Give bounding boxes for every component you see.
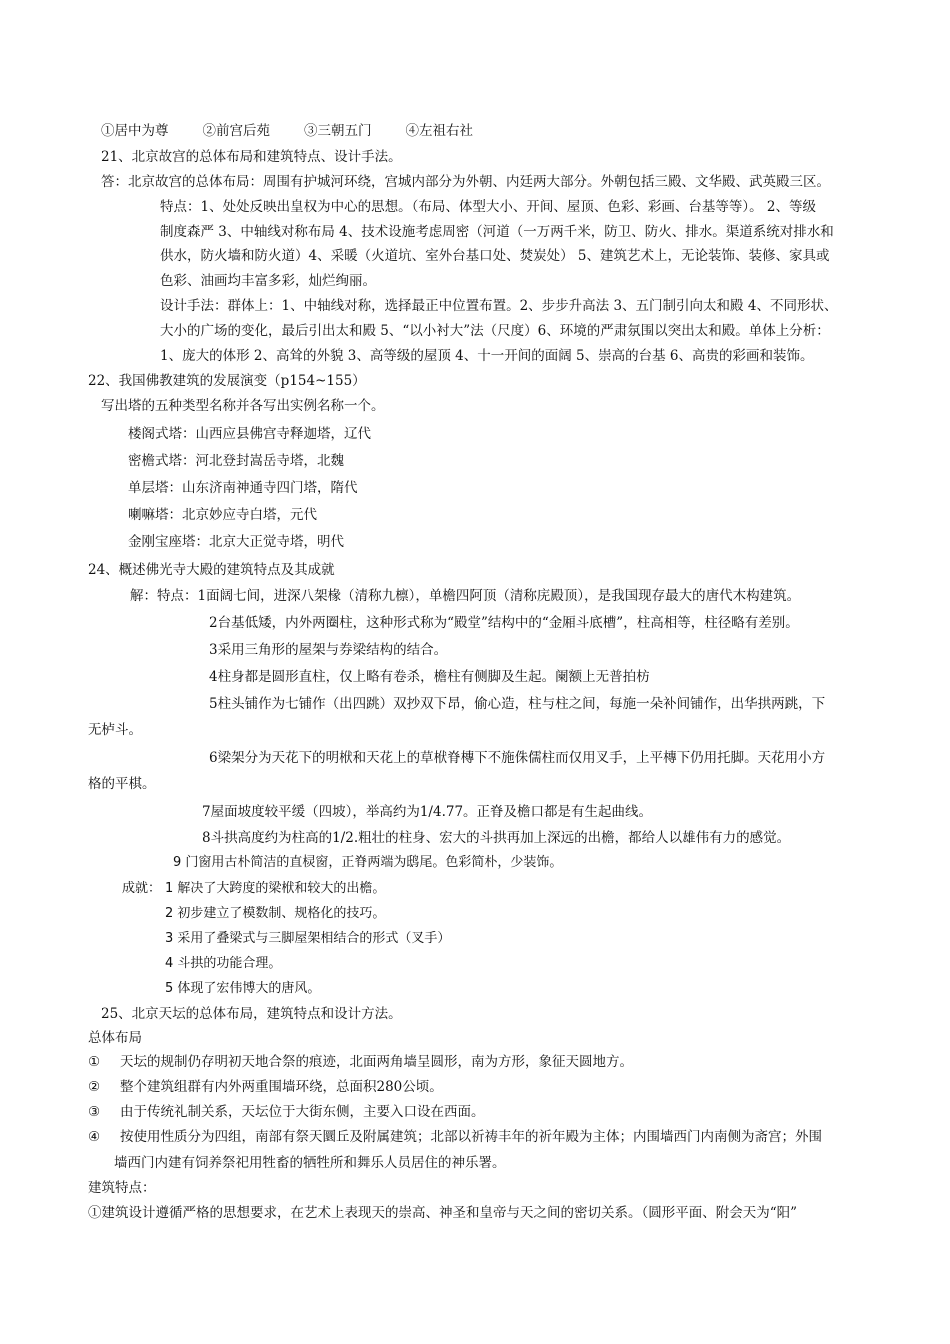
- q21-feature-line: 制度森严 3、中轴线对称布局 4、技术设施考虑周密（河道（一万两千米，防卫、防火、排水。渠道系统对排水和: [160, 224, 834, 240]
- q24-point: 8斗拱高度约为柱高的1/2.粗壮的柱身、宏大的斗拱再加上深远的出檐，都给人以雄伟有力的感觉。: [202, 830, 791, 846]
- q24-point-cont: 无栌斗。: [88, 722, 142, 738]
- q24-lead: 解：特点：1面阔七间，进深八架椽（清称九檩），单檐四阿顶（清称庑殿顶），是我国现存最大的唐代木构建筑。: [130, 588, 801, 604]
- layout-item: [88, 1102, 485, 1122]
- q21-answer: 答：北京故宫的总体布局：周围有护城河环绕，宫城内部分为外朝、内廷两大部分。外朝包括三殿、文华殿、武英殿三区。: [101, 174, 830, 190]
- tower-item: 楼阁式塔：山西应县佛宫寺释迦塔，辽代: [128, 426, 371, 442]
- q21-feature-line: 特点：1、处处反映出皇权为中心的思想。（布局、体型大小、开间、屋顶、色彩、彩画、台基等等）。 2、等级: [160, 199, 816, 215]
- item-marker: ②: [88, 1079, 101, 1095]
- q24-point: 3采用三角形的屋架与券梁结构的结合。: [209, 642, 448, 658]
- features-first: ①建筑设计遵循严格的思想要求，在艺术上表现天的崇高、神圣和皇帝与天之间的密切关系。（圆形平面、附会天为“阳”: [88, 1205, 798, 1221]
- q24-point: 5柱头铺作为七铺作（出四跳）双抄双下昂，偷心造，柱与柱之间，每施一朵补间铺作，出华拱两跳，下: [209, 696, 826, 712]
- item-text: 按使用性质分为四组，南部有祭天圜丘及附属建筑；北部以祈祷丰年的祈年殿为主体；内围墙西门内南侧为斋宫；外围: [120, 1129, 822, 1145]
- q21-design-line: 设计手法：群体上：1、中轴线对称，选择最正中位置布置。2、步步升高法 3、五门制引向太和殿 4、不同形状、: [160, 298, 838, 314]
- tower-item: 喇嘛塔：北京妙应寺白塔，元代: [128, 507, 317, 523]
- item-marker: ③: [88, 1104, 101, 1120]
- option-1: ①居中为尊: [101, 123, 169, 139]
- item-text: 由于传统礼制关系，天坛位于大街东侧，主要入口设在西面。: [120, 1104, 485, 1120]
- layout-item: [88, 1127, 822, 1147]
- achievement-item: 5 体现了宏伟博大的唐风。: [165, 981, 321, 996]
- option-3: ③三朝五门: [304, 123, 372, 139]
- q24-point: 7屋面坡度较平缓（四坡），举高约为1/4.77。正脊及檐口都是有生起曲线。: [202, 804, 653, 820]
- achievement-item: 3 采用了叠梁式与三脚屋架相结合的形式（叉手）: [165, 931, 451, 946]
- q25-title: 25、北京天坛的总体布局，建筑特点和设计方法。: [101, 1006, 402, 1022]
- q22-prompt: 写出塔的五种类型名称并各写出实例名称一个。: [101, 398, 385, 414]
- q21-design-line: 大小的广场的变化，最后引出太和殿 5、“以小衬大”法（尺度）6、环境的严肃氛围以突出太和殿。单体上分析：: [160, 323, 830, 339]
- layout-heading: 总体布局: [88, 1030, 142, 1046]
- layout-item-cont: 墙西门内建有饲养祭祀用牲畜的牺牲所和舞乐人员居住的神乐署。: [114, 1155, 506, 1171]
- item-text: 整个建筑组群有内外两重围墙环绕，总面积280公顷。: [120, 1079, 443, 1095]
- item-text: 天坛的规制仍存明初天地合祭的痕迹，北面两角墙呈圆形，南为方形，象征天圆地方。: [120, 1054, 633, 1070]
- q24-point: 4柱身都是圆形直柱，仅上略有卷杀，檐柱有侧脚及生起。阑额上无普拍枋: [209, 669, 650, 685]
- option-4: ④左祖右社: [405, 123, 473, 139]
- achievement-item: 4 斗拱的功能合理。: [165, 956, 282, 971]
- q22-title: 22、我国佛教建筑的发展演变（p154~155）: [88, 373, 366, 389]
- layout-item: [88, 1052, 633, 1072]
- q24-point-cont: 格的平棋。: [88, 776, 156, 792]
- achievement-item: 2 初步建立了模数制、规格化的技巧。: [165, 906, 386, 921]
- features-heading: 建筑特点：: [88, 1180, 156, 1196]
- achievements-label: 成就：: [122, 881, 162, 896]
- tower-item: 单层塔：山东济南神通寺四门塔，隋代: [128, 480, 358, 496]
- achievement-item: 1 解决了大跨度的梁栿和较大的出檐。: [165, 881, 386, 896]
- q21-feature-line: 供水，防火墙和防火道）4、采暖（火道坑、室外台基口处、焚炭处） 5、建筑艺术上，无论装饰、装修、家具或: [160, 248, 830, 264]
- q24-point: 9 门窗用古朴简洁的直棂窗，正脊两端为鸱尾。色彩简朴，少装饰。: [173, 855, 563, 870]
- layout-item: [88, 1077, 443, 1097]
- q21-design-line: 1、庞大的体形 2、高耸的外貌 3、高等级的屋顶 4、十一开间的面阔 5、崇高的台基 6、高贵的彩画和装饰。: [160, 348, 814, 364]
- q24-title: 24、概述佛光寺大殿的建筑特点及其成就: [88, 562, 335, 578]
- tower-item: 金刚宝座塔：北京大正觉寺塔，明代: [128, 534, 344, 550]
- q24-point: 6梁架分为天花下的明栿和天花上的草栿脊槫下不施侏儒柱而仅用叉手，上平槫下仍用托脚。天花用小方: [209, 750, 826, 766]
- item-marker: ①: [88, 1054, 101, 1070]
- tower-item: 密檐式塔：河北登封嵩岳寺塔，北魏: [128, 453, 344, 469]
- q24-point: 2台基低矮，内外两圈柱，这种形式称为“殿堂”结构中的“金厢斗底槽”，柱高相等，柱径略有差别。: [209, 615, 799, 631]
- option-2: ②前宫后苑: [202, 123, 270, 139]
- options-line: [101, 121, 507, 141]
- q21-title: 21、北京故宫的总体布局和建筑特点、设计手法。: [101, 149, 402, 165]
- item-marker: ④: [88, 1129, 101, 1145]
- q21-feature-line: 色彩、油画均丰富多彩，灿烂绚丽。: [160, 273, 376, 289]
